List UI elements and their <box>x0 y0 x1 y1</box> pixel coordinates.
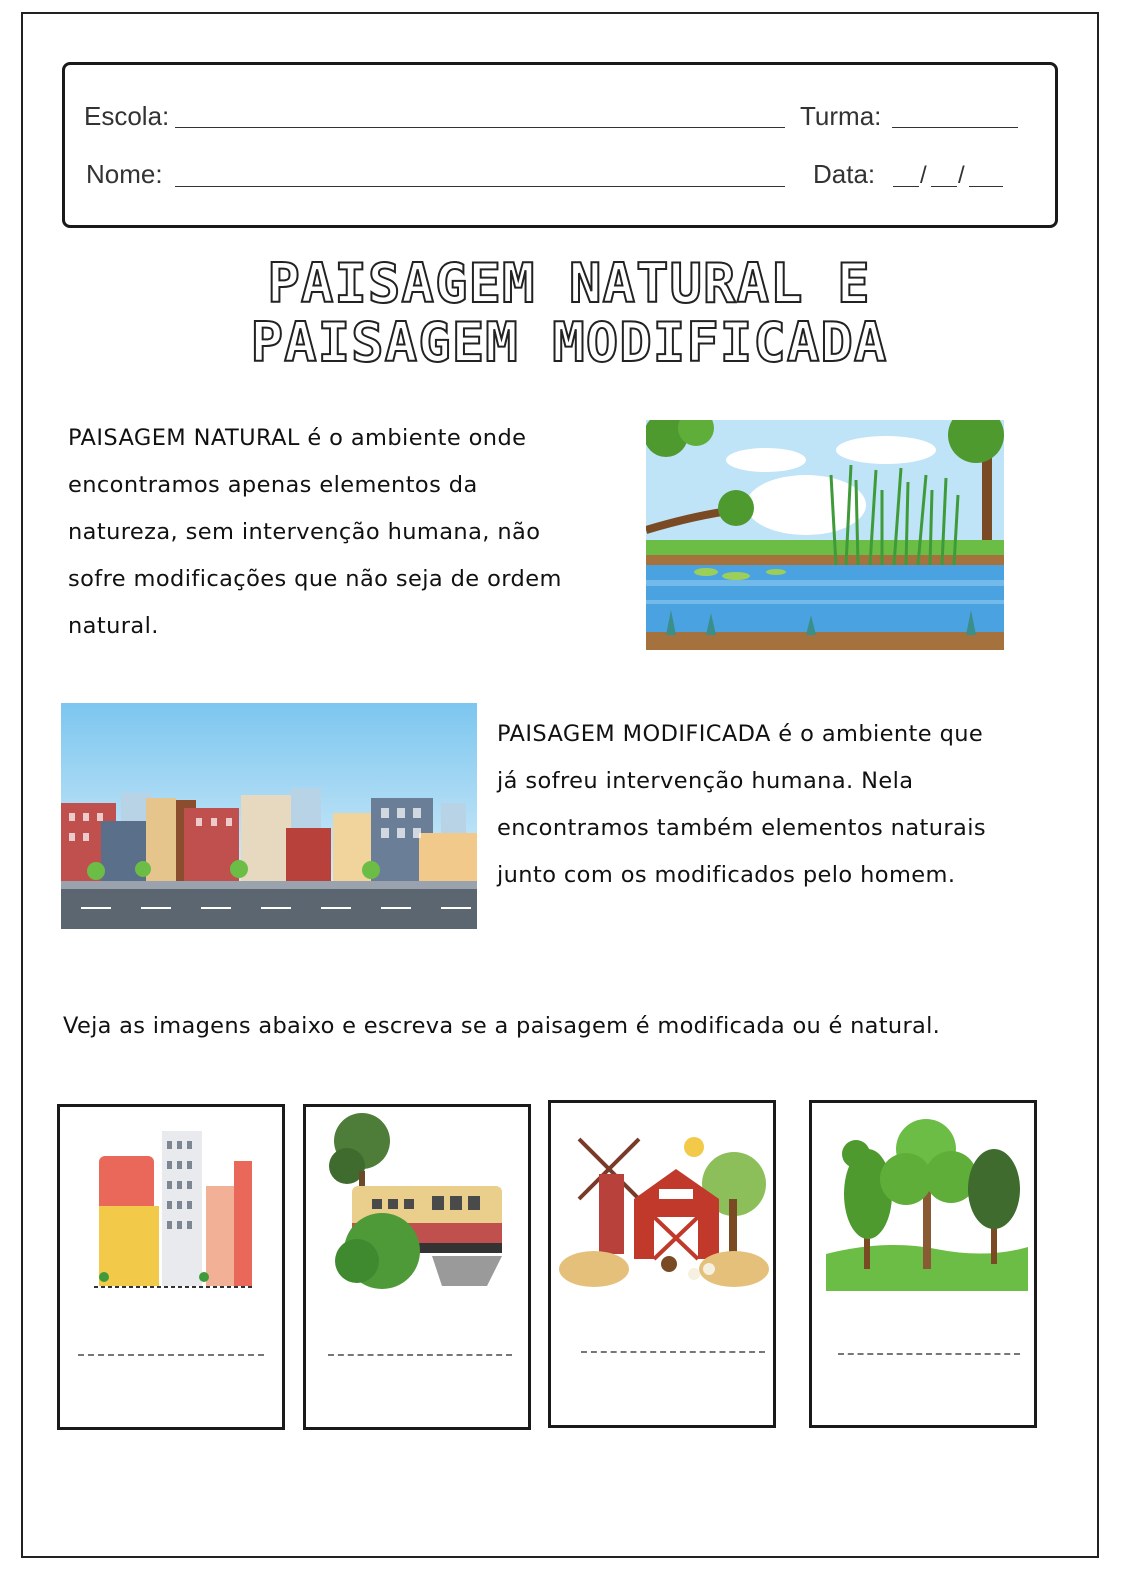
page-title-line1: PAISAGEM NATURAL E <box>267 252 871 315</box>
name-label: Nome: <box>86 159 163 189</box>
class-field[interactable] <box>892 127 1018 128</box>
text-line: encontramos apenas elementos da <box>68 472 478 498</box>
student-info-box <box>62 62 1058 228</box>
answer-field[interactable] <box>328 1354 512 1356</box>
date-day-field[interactable] <box>893 186 919 187</box>
answer-field[interactable] <box>838 1353 1020 1355</box>
text-line: natural. <box>68 613 159 639</box>
modified-landscape-text <box>497 721 986 909</box>
natural-landscape-text <box>68 425 562 660</box>
text-line: sofre modificações que não seja de ordem <box>68 566 562 592</box>
exercise-card-3 <box>548 1100 776 1428</box>
date-year-field[interactable] <box>969 186 1003 187</box>
name-field[interactable] <box>175 186 785 187</box>
text-line: PAISAGEM NATURAL é o ambiente onde <box>68 425 527 451</box>
exercise-instruction: Veja as imagens abaixo e escreva se a paisagem é modificada ou é natural. <box>63 1013 941 1039</box>
city-buildings-icon <box>94 1131 254 1291</box>
city-street-image <box>61 703 477 929</box>
trees-icon <box>826 1119 1028 1291</box>
date-separator: / <box>920 162 927 189</box>
exercise-card-1 <box>57 1104 285 1430</box>
train-icon <box>322 1111 508 1291</box>
pond-landscape-image <box>646 420 1004 650</box>
text-line: natureza, sem intervenção humana, não <box>68 519 541 545</box>
date-separator: / <box>958 162 965 189</box>
page-title-line2: PAISAGEM MODIFICADA <box>250 311 888 374</box>
date-month-field[interactable] <box>931 186 957 187</box>
date-label: Data: <box>813 159 876 189</box>
text-line: PAISAGEM MODIFICADA é o ambiente que <box>497 721 984 747</box>
exercise-card-2 <box>303 1104 531 1430</box>
answer-field[interactable] <box>581 1351 765 1353</box>
text-line: já sofreu intervenção humana. Nela <box>497 768 914 794</box>
answer-field[interactable] <box>78 1354 264 1356</box>
exercise-card-4 <box>809 1100 1037 1428</box>
class-label: Turma: <box>800 101 882 131</box>
text-line: encontramos também elementos naturais <box>497 815 987 841</box>
school-field[interactable] <box>175 127 785 128</box>
farm-barn-icon <box>559 1129 771 1289</box>
school-label: Escola: <box>84 101 170 131</box>
text-line: junto com os modificados pelo homem. <box>497 862 956 888</box>
